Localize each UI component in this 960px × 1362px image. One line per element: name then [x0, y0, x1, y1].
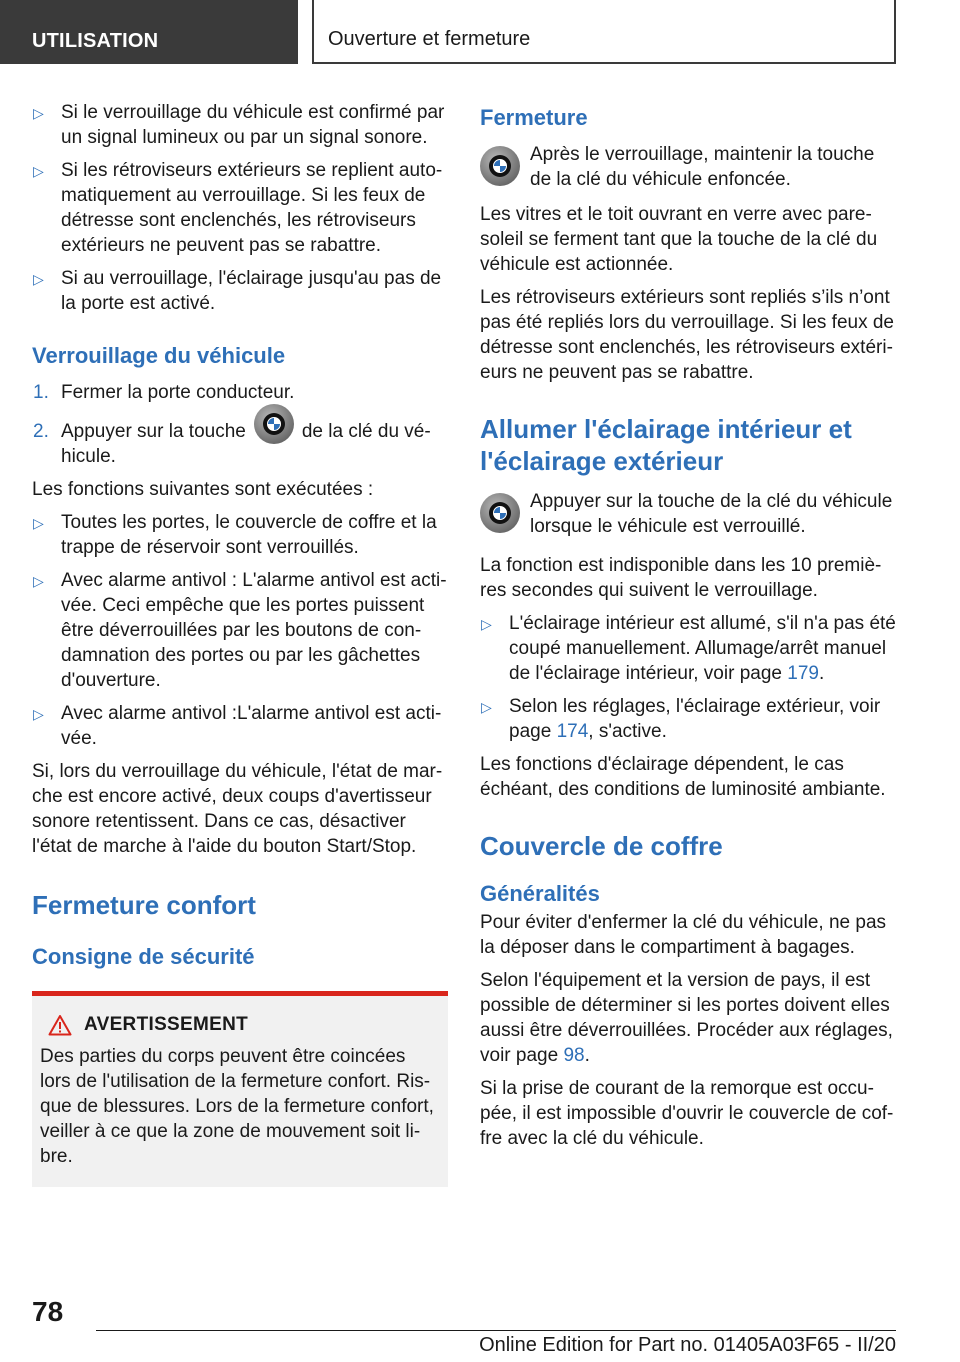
- bullet-arrow-icon: ▷: [33, 573, 44, 589]
- heading-close: Fermeture: [480, 105, 588, 130]
- warning-text: Des parties du corps peuvent être coincées lors de l'utilisation de la fermeture confort. Risque de blessures. Lors de la fermeture confort, veiller à ce que la zone de mouvement soit libre.: [40, 1046, 434, 1167]
- warning-box: [32, 991, 448, 1187]
- page-link[interactable]: 98: [563, 1045, 585, 1066]
- key-lock-button-icon: [254, 404, 294, 444]
- key-instruction: Appuyer sur la touche de la clé du véhicule lorsque le véhicule est verrouillé.: [480, 489, 898, 539]
- page-link[interactable]: 179: [787, 663, 819, 684]
- section-tab: [0, 0, 298, 64]
- running-state-paragraph: Si, lors du verrouillage du véhicule, l'état de marche est encore activé, deux coups d'avertisseur sonore retentissent. Dans ce cas, désactiver l'état de marche à l'aide du bouton Start/Stop.: [32, 761, 443, 857]
- page-link[interactable]: 174: [556, 721, 589, 742]
- list-item: ▷ Avec alarme antivol : L'alarme antivol est activée. Ceci empêche que les portes puissent être déverrouillées par les boutons de condamnation des portes ou par les gâchettes d'ouverture.: [33, 570, 447, 691]
- heading-safety: Consigne de sécurité: [32, 944, 255, 969]
- bullet-arrow-icon: ▷: [33, 515, 44, 531]
- heading-comfort-close: Fermeture confort: [32, 890, 256, 920]
- key-button-icon: [480, 493, 520, 533]
- list-item: ▷ Toutes les portes, le couvercle de coffre et la trappe de réservoir sont verrouillés.: [33, 512, 437, 558]
- list-item: ▷ L'éclairage intérieur est allumé, s'il n'a pas été coupé manuellement. Allumage/arrêt manuel de l'éclairage intérieur, voir page 179.: [481, 613, 896, 684]
- page-number: 78: [32, 1296, 64, 1327]
- step-item: 2. Appuyer sur la touche de la clé du véhicule.: [32, 419, 448, 469]
- functions-intro: Les fonctions suivantes sont exécutées :: [32, 479, 374, 500]
- section-title: UTILISATION: [32, 30, 159, 52]
- key-instruction: Après le verrouillage, maintenir la touche de la clé du véhicule enfoncée.: [480, 142, 898, 192]
- list-item: ▷ Avec alarme antivol :L'alarme antivol est activée.: [33, 703, 442, 749]
- chapter-title: Ouverture et fermeture: [328, 28, 531, 50]
- footer-divider: [96, 1330, 896, 1331]
- warning-title: AVERTISSEMENT: [84, 1014, 249, 1035]
- heading-trunk: Couvercle de coffre: [480, 831, 723, 861]
- step-item: 1. Fermer la porte conducteur.: [33, 382, 295, 403]
- bullet-arrow-icon: ▷: [33, 706, 44, 722]
- key-button-icon: [480, 146, 520, 186]
- list-item: ▷ Selon les réglages, l'éclairage extérieur, voir page 174, s'active.: [481, 696, 881, 742]
- heading-vehicle-lock: Verrouillage du véhicule: [32, 343, 286, 368]
- bullet-arrow-icon: ▷: [33, 105, 44, 121]
- right-column: Fermeture Après le verrouillage, maintenir la touche de la clé du véhicule enfoncée. Les vitres et le toit ouvrant en verre avec pare-soleil se ferment tant que la touche de la clé du véhicule est actionnée. Les rétroviseurs extérieurs sont repliés s’ils n’ont pas été repliés lors du verrouillage. Si les feux de détresse sont enclenchés, les rétroviseurs extérieurs ne peuvent pas se rabattre. Allumer l'éclairage intérieur et l'éclairage extérieur Appuyer sur la touche de la clé du véhicule lorsque le véhicule est verrouillé. La fonction est indisponible dans les 10 premières secondes qui suivent le verrouillage. ▷ L'éclairage intérieur est allumé, s'il n'a pas été coupé manuellement. Allumage/arrêt manuel de l'éclairage intérieur, voir page 179. ▷ Selon les réglages, l'éclairage extérieur, voir page 174, s'active. Les fonctions d'éclairage dépendent, le cas échéant, des conditions de luminosité ambiante. Couvercle de coffre Généralités Pour éviter d'enfermer la clé du véhicule, ne pas la déposer dans le compartiment à bagages. Selon l'équipement et la version de pays, il est possible de déterminer si les portes doivent elles aussi être déverrouillées. Procéder aux réglages, voir page 98. Si la prise de courant de la remorque est occupée, il est impossible d'ouvrir le couvercle de coffre avec la clé du véhicule.: [480, 100, 898, 1159]
- footer-edition: Online Edition for Part no. 01405A03F65 - II/20: [479, 1334, 896, 1356]
- bullet-arrow-icon: ▷: [33, 271, 44, 287]
- list-item: ▷ Si les rétroviseurs extérieurs se replient automatiquement au verrouillage. Si les feux de détresse sont enclenchés, les rétroviseurs extérieurs ne peuvent pas se rabattre.: [33, 160, 443, 256]
- bullet-arrow-icon: ▷: [33, 163, 44, 179]
- bullet-arrow-icon: ▷: [481, 699, 492, 715]
- bullet-arrow-icon: ▷: [481, 616, 492, 632]
- left-column: [32, 100, 448, 1187]
- list-item: ▷ Si au verrouillage, l'éclairage jusqu'au pas de la porte est activé.: [33, 268, 442, 314]
- heading-lighting: Allumer l'éclairage intérieur et l'éclairage extérieur: [480, 414, 852, 476]
- chapter-tab: [312, 0, 896, 64]
- heading-general: Généralités: [480, 881, 600, 906]
- list-item: ▷ Si le verrouillage du véhicule est confirmé par un signal lumineux ou par un signal sonore.: [33, 102, 445, 148]
- warning-triangle-icon: [48, 1014, 72, 1036]
